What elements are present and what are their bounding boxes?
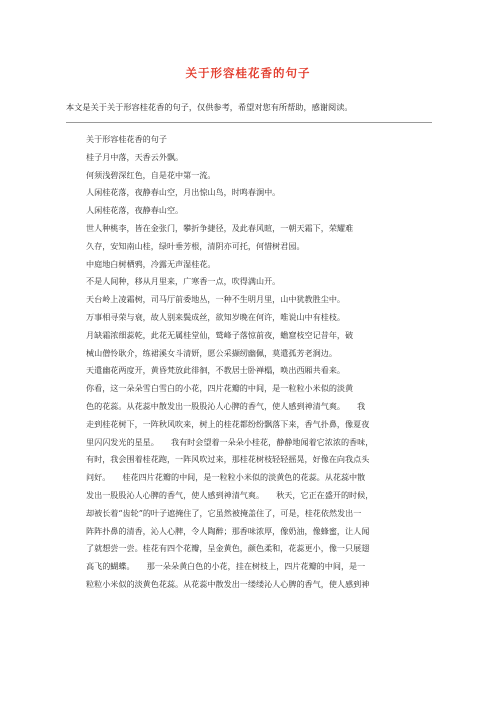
text-line: 天台岭上凌霜树，司马厅前委地丛，一种不生明月里，山中犹教胜尘中。 [86,294,346,305]
document-body [86,131,436,594]
text-line: 桂子月中落，天香云外飘。 [86,151,184,162]
text-line: 不是人间种，移从月里来，广寒香一点，吹得满山开。 [86,276,281,287]
text-line: 关于形容桂花香的句子 [86,134,167,144]
text-line: 里闪闪发光的星星。 我有时会望着一朵朵小桂花，静静地闻着它浓浓的香味， [86,436,374,447]
text-line: 阵阵扑鼻的清香，沁人心脾，令人陶醉；那香味浓厚，像奶油，像蜂蜜，让人闻 [86,525,370,536]
text-line: 械山僧怜耿介，练裙溪女斗清妍，愿公采撷纫幽佩，莫遣孤芳老涧边。 [86,347,337,358]
text-line: 色的花蕊。从花蕊中散发出一股股沁人心脾的香气，使人感到神清气爽。 我 [86,400,366,411]
text-line: 有时，我会围着桂花跑，一阵风吹过来，那桂花树枝轻轻摇晃，好像在向我点头 [86,454,370,465]
text-line: 月缺霜浓细蕊乾，此花无属桂堂仙，鹫峰子落惊前夜，蟾窟枝空记昔年，破 [86,329,354,340]
text-line: 粒粒小米似的淡黄色花蕊。从花蕊中散发出一缕缕沁人心脾的香气，使人感到神 [86,578,370,589]
text-line: 了就想尝一尝。桂花有四个花瓣，呈金黄色，颜色柔和，花蕊更小，像一只展翅 [86,543,370,554]
document-title: 关于形容桂花香的句子 [185,66,311,80]
text-line: 中庭地白树栖鸦，冷露无声湿桂花。 [86,258,216,269]
text-line: 人闲桂花落，夜静春山空，月出惊山鸟，时鸣春涧中。 [86,187,281,198]
text-line: 高飞的蝴蝶。 那一朵朵黄白色的小花，挂在树枝上，四片花瓣的中间，是一 [86,561,366,572]
text-line: 何须浅碧深红色，自是花中第一流。 [86,169,216,180]
text-line: 走到桂花树下，一阵秋风吹来，树上的桂花都纷纷飘落下来，香气扑鼻，像夏夜 [86,418,370,429]
text-line: 久存，安知南山桂，绿叶垂芳根，清阴亦可托，何惜树君园。 [86,240,305,251]
text-line: 万事相寻荣与衰，故人别来鬓成丝，欲知岁晚在何许，唯说山中有桂枝。 [86,311,346,322]
text-line: 发出一股股沁人心脾的香气，使人感到神清气爽。 秋天，它正在盛开的时候， [86,489,374,500]
text-line: 世人种桃李，皆在金张门，攀折争捷径，及此春风暄，一朝天霜下，荣耀难 [86,222,354,233]
text-line: 问好。 桂花四片花瓣的中间，是一粒粒小米似的淡黄色的花蕊。从花蕊中散 [86,472,366,483]
text-line: 人闲桂花落，夜静春山空。 [86,205,184,216]
text-line: 你看，这一朵朵雪白雪白的小花，四片花瓣的中间，是一粒粒小米似的淡黄 [86,383,354,394]
text-line: 却被长着“齿轮”的叶子遮掩住了，它虽然被掩盖住了，可是，桂花依然发出一 [86,507,362,518]
text-line: 天遣幽花两度开，黄昏梵放此徘徊，不教居士卧禅榻，唤出西厢共看来。 [86,365,346,376]
header-divider [66,122,432,123]
intro-text: 本文是关于关于形容桂花香的句子，仅供参考，希望对您有所帮助，感谢阅读。 [66,102,353,112]
